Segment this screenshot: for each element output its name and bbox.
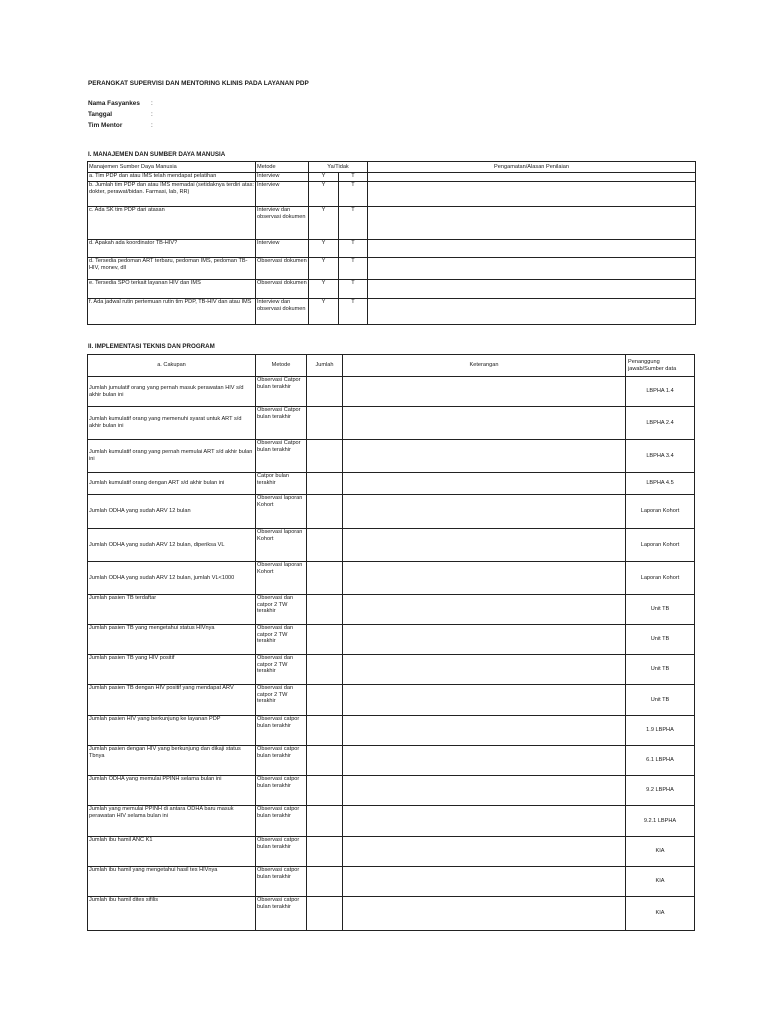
table-row	[88, 495, 695, 529]
row-item: Jumlah pasien dengan HIV yang berkunjung dan dikaji status Tbnya	[88, 746, 256, 776]
row-item: b. Jumlah tim PDP dan atau IMS memadai (setidaknya terdiri atas: dokter, perawat/bidan. Farmasi, lab, RR)	[88, 182, 256, 207]
amount-cell[interactable]	[307, 562, 343, 595]
row-item: Jumlah pasien TB yang mengetahui status HIVnya	[88, 625, 256, 655]
row-method: Observasi catpor bulan terakhir	[256, 776, 307, 806]
notes-cell[interactable]	[343, 806, 626, 837]
notes-cell[interactable]	[343, 897, 626, 931]
table-row	[88, 529, 695, 562]
notes-cell[interactable]	[343, 407, 626, 440]
field-label: Tanggal	[88, 111, 113, 118]
row-method: Observasi dan catpor 2 TW terakhir	[256, 685, 307, 716]
amount-cell[interactable]	[307, 625, 343, 655]
row-item: Jumlah ODHA yang sudah ARV 12 bulan	[88, 495, 256, 529]
yes-cell[interactable]: Y	[309, 173, 339, 182]
row-method: Observasi catpor bulan terakhir	[256, 746, 307, 776]
notes-cell[interactable]	[368, 207, 696, 240]
row-source: Laporan Kohort	[626, 495, 695, 529]
header-method: Metode	[256, 162, 309, 173]
row-item: Jumlah kumulatif orang yang memenuhi syarat untuk ART s/d akhir bulan ini	[88, 407, 256, 440]
table-row	[88, 440, 695, 473]
table-row	[88, 240, 696, 258]
row-item: Jumlah jumulatif orang yang pernah masuk perawatan HIV s/d akhir bulan ini	[88, 377, 256, 407]
header-notes: Pengamatan/Alasan Penilaian	[368, 162, 696, 173]
yes-cell[interactable]: Y	[309, 280, 339, 299]
yes-cell[interactable]: Y	[309, 299, 339, 325]
row-item: Jumlah pasien HIV yang berkunjung ke layanan PDP	[88, 716, 256, 746]
row-item: Jumlah pasien TB dengan HIV positif yang mendapat ARV	[88, 685, 256, 716]
no-cell[interactable]: T	[339, 173, 368, 182]
notes-cell[interactable]	[343, 776, 626, 806]
row-method: Observasi laporan Kohort	[256, 562, 307, 595]
field-colon: :	[151, 111, 153, 118]
row-source: Laporan Kohort	[626, 529, 695, 562]
notes-cell[interactable]	[368, 182, 696, 207]
table-row	[88, 685, 695, 716]
row-method: Observasi dokumen	[256, 280, 309, 299]
no-cell[interactable]: T	[339, 258, 368, 280]
amount-cell[interactable]	[307, 440, 343, 473]
row-item: a. Tim PDP dan atau IMS telah mendapat pelatihan	[88, 173, 256, 182]
notes-cell[interactable]	[343, 685, 626, 716]
row-method: Observasi Catpor bulan terakhir	[256, 407, 307, 440]
notes-cell[interactable]	[343, 837, 626, 867]
row-item: Jumlah ODHA yang sudah ARV 12 bulan, diperiksa VL	[88, 529, 256, 562]
header-yes-no: Ya/Tidak	[309, 162, 368, 173]
row-source: Unit TB	[626, 655, 695, 685]
amount-cell[interactable]	[307, 897, 343, 931]
notes-cell[interactable]	[343, 562, 626, 595]
yes-cell[interactable]: Y	[309, 207, 339, 240]
field-colon: :	[151, 100, 153, 107]
row-item: d. Tersedia pedoman ART terbaru, pedoman IMS, pedoman TB-HIV, monev, dll	[88, 258, 256, 280]
field-colon: :	[151, 122, 153, 129]
notes-cell[interactable]	[343, 440, 626, 473]
notes-cell[interactable]	[368, 240, 696, 258]
amount-cell[interactable]	[307, 595, 343, 625]
row-method: Interview	[256, 240, 309, 258]
row-source: 1.9 LBPHA	[626, 716, 695, 746]
notes-cell[interactable]	[343, 746, 626, 776]
notes-cell[interactable]	[343, 595, 626, 625]
header-amount: Jumlah	[307, 355, 343, 377]
row-item: Jumlah ibu hamil ANC K1	[88, 837, 256, 867]
amount-cell[interactable]	[307, 806, 343, 837]
row-item: Jumlah ibu hamil dites sifilis	[88, 897, 256, 931]
row-method: Interview dan observasi dokumen	[256, 207, 309, 240]
notes-cell[interactable]	[368, 280, 696, 299]
row-method: Observasi catpor bulan terakhir	[256, 716, 307, 746]
table-row	[88, 207, 696, 240]
row-method: Observasi dan catpor 2 TW terakhir	[256, 655, 307, 685]
row-item: Jumlah ODHA yang sudah ARV 12 bulan, jumlah VL<1000	[88, 562, 256, 595]
table-header-row	[88, 162, 696, 173]
field-nama-fasyankes	[88, 100, 153, 107]
amount-cell[interactable]	[307, 685, 343, 716]
row-item: d. Apakah ada koordinator TB-HIV?	[88, 240, 256, 258]
row-source: KIA	[626, 867, 695, 897]
field-label: Tim Mentor	[88, 122, 123, 129]
amount-cell[interactable]	[307, 867, 343, 897]
yes-cell[interactable]: Y	[309, 258, 339, 280]
row-item: Jumlah yang memulai PPINH di antara ODHA baru masuk perawatan HIV selama bulan ini	[88, 806, 256, 837]
header-item: Manajemen Sumber Daya Manusia	[88, 162, 256, 173]
row-source: KIA	[626, 837, 695, 867]
notes-cell[interactable]	[343, 377, 626, 407]
row-method: Interview dan observasi dokumen	[256, 299, 309, 325]
table-row	[88, 407, 695, 440]
table-row	[88, 258, 696, 280]
table-row	[88, 655, 695, 685]
row-source: Unit TB	[626, 685, 695, 716]
header-item: a. Cakupan	[88, 355, 256, 377]
row-method: Observasi laporan Kohort	[256, 495, 307, 529]
row-method: Interview	[256, 173, 309, 182]
row-method: Observasi dokumen	[256, 258, 309, 280]
row-item: Jumlah ibu hamil yang mengetahui hasil tes HIVnya	[88, 867, 256, 897]
table-row	[88, 897, 695, 931]
table-row	[88, 299, 696, 325]
no-cell[interactable]: T	[339, 207, 368, 240]
row-method: Observasi laporan Kohort	[256, 529, 307, 562]
row-item: Jumlah ODHA yang memulai PPINH selama bulan ini	[88, 776, 256, 806]
row-method: Observasi catpor bulan terakhir	[256, 867, 307, 897]
notes-cell[interactable]	[343, 529, 626, 562]
table-row	[88, 806, 695, 837]
row-source: 9.2.1 LBPHA	[626, 806, 695, 837]
amount-cell[interactable]	[307, 837, 343, 867]
document-title: PERANGKAT SUPERVISI DAN MENTORING KLINIS PADA LAYANAN PDP	[88, 80, 309, 87]
row-item: Jumlah pasien TB yang HIV positif	[88, 655, 256, 685]
table-row	[88, 562, 695, 595]
no-cell[interactable]: T	[339, 280, 368, 299]
notes-cell[interactable]	[343, 473, 626, 495]
row-source: Unit TB	[626, 625, 695, 655]
notes-cell[interactable]	[343, 495, 626, 529]
row-item: Jumlah kumulatif orang dengan ART s/d akhir bulan ini	[88, 473, 256, 495]
notes-cell[interactable]	[343, 625, 626, 655]
table-row	[88, 867, 695, 897]
field-label: Nama Fasyankes	[88, 100, 140, 107]
row-item: c. Ada SK tim PDP dari atasan	[88, 207, 256, 240]
notes-cell[interactable]	[343, 867, 626, 897]
table-row	[88, 182, 696, 207]
table-row	[88, 837, 695, 867]
table-row	[88, 173, 696, 182]
notes-cell[interactable]	[343, 716, 626, 746]
yes-cell[interactable]: Y	[309, 240, 339, 258]
amount-cell[interactable]	[307, 776, 343, 806]
header-method: Metode	[256, 355, 307, 377]
table-row	[88, 746, 695, 776]
row-method: Interview	[256, 182, 309, 207]
row-method: Observasi dan catpor 2 TW terakhir	[256, 595, 307, 625]
table-row	[88, 776, 695, 806]
table-row	[88, 716, 695, 746]
amount-cell[interactable]	[307, 716, 343, 746]
notes-cell[interactable]	[343, 655, 626, 685]
section-2-title: II. IMPLEMENTASI TEKNIS DAN PROGRAM	[88, 343, 215, 350]
section-1-title: I. MANAJEMEN DAN SUMBER DAYA MANUSIA	[88, 151, 226, 158]
no-cell[interactable]: T	[339, 182, 368, 207]
management-table	[87, 161, 696, 325]
row-source: Laporan Kohort	[626, 562, 695, 595]
notes-cell[interactable]	[368, 299, 696, 325]
table-header-row	[88, 355, 695, 377]
row-item: f. Ada jadwal rutin pertemuan rutin tim PDP, TB-HIV dan atau IMS	[88, 299, 256, 325]
amount-cell[interactable]	[307, 377, 343, 407]
notes-cell[interactable]	[368, 258, 696, 280]
row-source: LBPHA 4.5	[626, 473, 695, 495]
header-notes: Keterangan	[343, 355, 626, 377]
row-source: LBPHA 1.4	[626, 377, 695, 407]
notes-cell[interactable]	[368, 173, 696, 182]
row-item: Jumlah kumulatif orang yang pernah memulai ART s/d akhir bulan ini	[88, 440, 256, 473]
table-row	[88, 473, 695, 495]
implementation-table	[87, 354, 695, 931]
row-item: e. Tersedia SPO terkait layanan HIV dan IMS	[88, 280, 256, 299]
row-source: LBPHA 3.4	[626, 440, 695, 473]
row-source: 6.1 LBPHA	[626, 746, 695, 776]
row-method: Observasi catpor bulan terakhir	[256, 897, 307, 931]
table-row	[88, 595, 695, 625]
yes-cell[interactable]: Y	[309, 182, 339, 207]
row-method: Observasi catpor bulan terakhir	[256, 837, 307, 867]
row-method: Observasi dan catpor 2 TW terakhir	[256, 625, 307, 655]
row-item: Jumlah pasien TB terdaftar	[88, 595, 256, 625]
no-cell[interactable]: T	[339, 299, 368, 325]
row-source: LBPHA 2.4	[626, 407, 695, 440]
field-tim-mentor	[88, 122, 153, 129]
row-method: Catpor bulan terakhir	[256, 473, 307, 495]
table-row	[88, 377, 695, 407]
amount-cell[interactable]	[307, 407, 343, 440]
amount-cell[interactable]	[307, 529, 343, 562]
field-tanggal	[88, 111, 153, 118]
amount-cell[interactable]	[307, 473, 343, 495]
amount-cell[interactable]	[307, 655, 343, 685]
header-source: Penanggung jawab/Sumber data	[626, 355, 695, 377]
table-row	[88, 625, 695, 655]
row-source: Unit TB	[626, 595, 695, 625]
row-method: Observasi catpor bulan terakhir	[256, 806, 307, 837]
no-cell[interactable]: T	[339, 240, 368, 258]
row-method: Observasi Catpor bulan terakhir	[256, 440, 307, 473]
amount-cell[interactable]	[307, 495, 343, 529]
row-source: KIA	[626, 897, 695, 931]
row-method: Observasi Catpor bulan terakhir	[256, 377, 307, 407]
amount-cell[interactable]	[307, 746, 343, 776]
table-row	[88, 280, 696, 299]
row-source: 9.2 LBPHA	[626, 776, 695, 806]
